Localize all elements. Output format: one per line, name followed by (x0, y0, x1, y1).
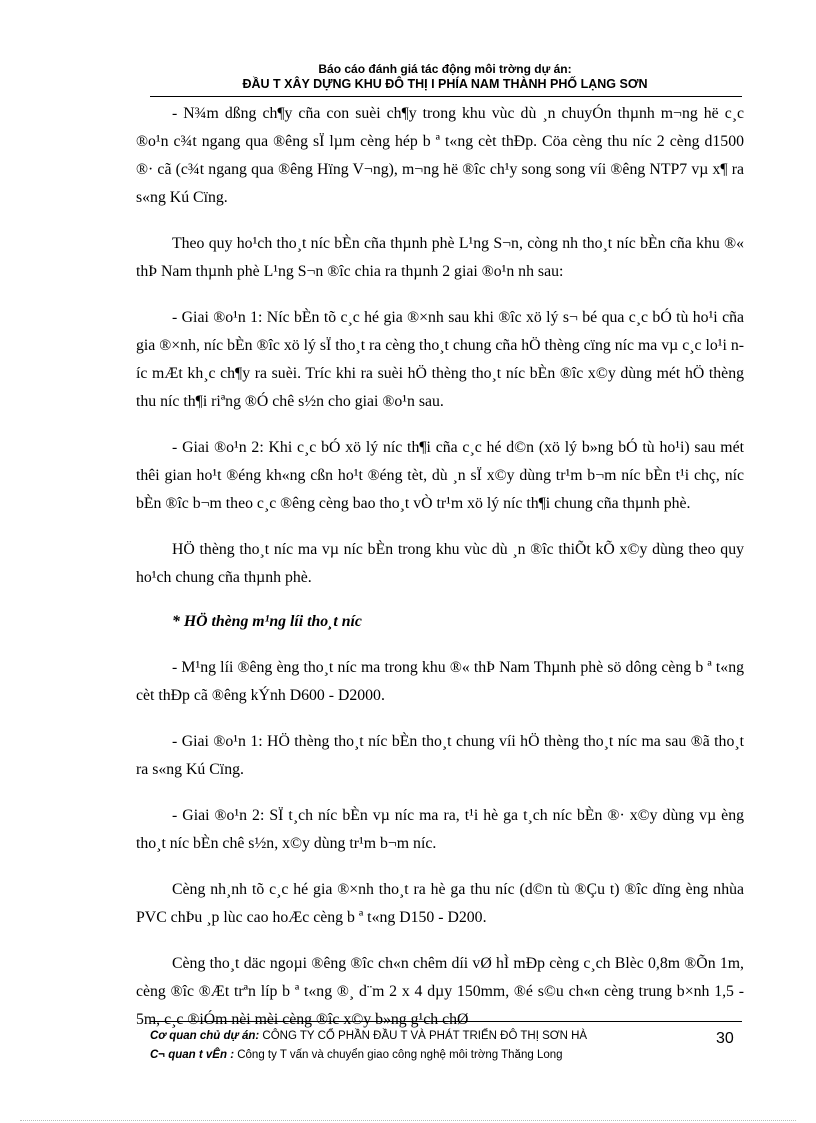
page-edge-divider (20, 1120, 796, 1121)
paragraph: - M¹ng líi ®êng èng tho¸t níc ma trong khu ®« thÞ Nam Thµnh phè sö dông cèng b ª t«ng cèt thÐp cã ®êng kÝnh D600 - D2000. (136, 659, 744, 704)
header-divider (150, 96, 742, 97)
paragraph: - N¾m dßng ch¶y cña con suèi ch¶y trong khu vùc dù ¸n chuyÓn thµnh m¬ng hë c¸c ®o¹n c¾t ngang qua ®êng sÏ lµm cèng hép b ª t«ng cèt thÐp. Cöa cèng thu níc 2 cèng d1500 ®· cã (c¾t ngang qua ®êng Hïng V¬ng), m¬ng hë ®îc ch¹y song song víi ®êng NTP7 vµ x¶ ra s«ng Kú Cïng. (136, 105, 744, 206)
page-header (150, 62, 740, 92)
page-number: 30 (716, 1030, 734, 1047)
document-body (136, 100, 744, 1034)
section-heading: * HÖ thèng m¹ng líi tho¸t níc (172, 613, 362, 630)
paragraph: - Giai ®o¹n 1: HÖ thèng tho¸t níc bÈn tho¸t chung víi hÖ thèng tho¸t níc ma sau ®ã tho¸t ra s«ng Kú Cïng. (136, 733, 744, 778)
paragraph: HÖ thèng tho¸t níc ma vµ níc bÈn trong khu vùc dù ¸n ®îc thiÕt kÕ x©y dùng theo quy ho¹ch chung cña thµnh phè. (136, 541, 744, 586)
consultant-label: C¬ quan t vÊn : (150, 1049, 235, 1061)
consultant-value: Công ty T vấn và chuyển giao công nghệ môi trờng Thăng Long (237, 1049, 563, 1061)
report-title: Báo cáo đánh giá tác động môi trờng dự án: (318, 62, 572, 76)
owner-line (150, 1027, 670, 1046)
project-title: ĐẦU T XÂY DỰNG KHU ĐÔ THỊ I PHÍA NAM THÀNH PHỐ LẠNG SƠN (242, 77, 648, 91)
consultant-line (150, 1046, 670, 1065)
footer-divider (150, 1021, 742, 1022)
owner-value: CÔNG TY CỔ PHẦN ĐẦU T VÀ PHÁT TRIỂN ĐÔ THỊ SƠN HÀ (262, 1030, 588, 1042)
paragraph: Cèng tho¸t däc ngoµi ®êng ®îc ch«n chêm díi vØ hÌ mÐp cèng c¸ch Blèc 0,8m ®Õn 1m, cèng ®îc ®Æt trªn líp b ª t«ng ®¸ d¨m 2 x 4 dµy 150mm, ®é s©u ch«n cèng trung b×nh 1,5 - 5m, c¸c ®iÓm nèi mèi cèng ®îc x©y b»ng g¹ch chØ (136, 955, 744, 1028)
owner-label: Cơ quan chủ dự án: (150, 1030, 260, 1042)
paragraph: Theo quy ho¹ch tho¸t níc bÈn cña thµnh phè L¹ng S¬n, còng nh tho¸t níc bÈn cña khu ®« thÞ Nam thµnh phè L¹ng S¬n ®îc chia ra thµnh 2 giai ®o¹n nh sau: (136, 235, 744, 280)
paragraph: Cèng nh¸nh tõ c¸c hé gia ®×nh tho¸t ra hè ga thu níc (d©n tù ®Çu t) ®îc dïng èng nhùa PVC chÞu ¸p lùc cao hoÆc cèng b ª t«ng D150 - D200. (136, 881, 744, 926)
paragraph: - Giai ®o¹n 1: Níc bÈn tõ c¸c hé gia ®×nh sau khi ®îc xö lý s¬ bé qua c¸c bÓ tù ho¹i cña gia ®×nh, níc bÈn ®îc xö lý sÏ tho¸t ra cèng tho¸t chung cña hÖ thèng cïng níc ma vµ c¸c lo¹i níc mÆt kh¸c ch¶y ra suèi. Tríc khi ra suèi hÖ thèng tho¸t níc bÈn ®îc x©y dùng mét hÖ thèng thu níc th¶i riªng ®Ó chê s½n cho giai ®o¹n sau. (136, 309, 744, 410)
page-footer (150, 1027, 670, 1065)
paragraph: - Giai ®o¹n 2: SÏ t¸ch níc bÈn vµ níc ma ra, t¹i hè ga t¸ch níc bÈn ®· x©y dùng vµ èng tho¸t níc bÈn chê s½n, x©y dùng tr¹m b¬m níc. (136, 807, 744, 852)
paragraph: - Giai ®o¹n 2: Khi c¸c bÓ xö lý níc th¶i cña c¸c hé d©n (xö lý b»ng bÓ tù ho¹i) sau mét thêi gian ho¹t ®éng kh«ng cßn ho¹t ®éng tèt, dù ¸n sÏ x©y dùng tr¹m b¬m níc bÈn t¹i chç, níc bÈn ®îc b¬m theo c¸c ®êng cèng bao tho¸t vÒ tr¹m xö lý níc th¶i chung cña thµnh phè. (136, 439, 744, 512)
